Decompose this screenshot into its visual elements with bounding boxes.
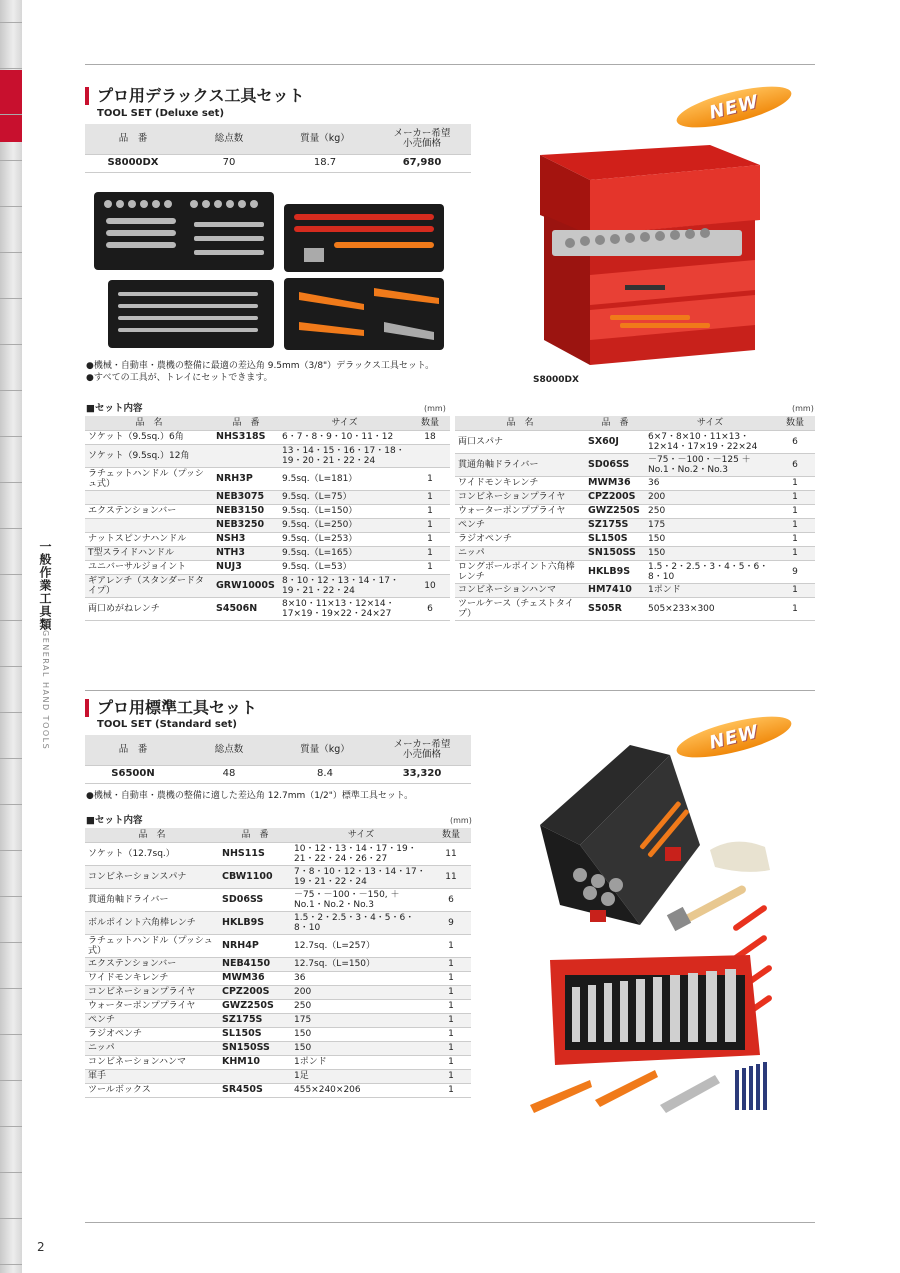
cell-qty: 1 (431, 1013, 471, 1027)
cell-code: SD06SS (585, 453, 645, 476)
side-tick (0, 528, 22, 529)
header-price: メーカー希望 小売価格 (373, 124, 471, 154)
cell-size: 150 (645, 532, 775, 546)
deluxe-count: 70 (181, 154, 277, 172)
cell-size: 9.5sq.（L=250） (279, 518, 410, 532)
cell-qty: 1 (775, 504, 815, 518)
cell-code: HM7410 (585, 583, 645, 597)
cell-size: 9.5sq.（L=150） (279, 504, 410, 518)
standard-price: 33,320 (373, 765, 471, 783)
cell-size: 9.5sq.（L=53） (279, 560, 410, 574)
side-tick (0, 482, 22, 483)
cell-name: 貫通角軸ドライバー (455, 453, 585, 476)
standard-list-title: ■セット内容 (86, 815, 143, 826)
table-row (85, 532, 450, 546)
cell-name: ボルポイント六角棒レンチ (85, 911, 219, 934)
cell-code: NRH3P (213, 467, 279, 490)
cell-size: 150 (291, 1027, 431, 1041)
cell-size: 200 (291, 985, 431, 999)
table-row (85, 971, 471, 985)
cell-size: －75・－100・－150, ＋No.1・No.2・No.3 (291, 888, 431, 911)
table-row (85, 1041, 471, 1055)
cell-qty: 6 (410, 597, 450, 620)
cell-code: NEB3150 (213, 504, 279, 518)
cell-name: ウォーターポンププライヤ (85, 999, 219, 1013)
table-row (455, 518, 815, 532)
cell-code: S4506N (213, 597, 279, 620)
table-row (85, 1083, 471, 1097)
side-tick (0, 712, 22, 713)
cell-name: エクステンションバー (85, 504, 213, 518)
standard-subtitle: TOOL SET (Standard set) (97, 719, 237, 730)
cell-code (219, 1069, 291, 1083)
cell-size: 10・12・13・14・17・19・21・22・24・26・27 (291, 842, 431, 865)
table-row (85, 985, 471, 999)
side-tick (0, 1126, 22, 1127)
cell-code: NEB3250 (213, 518, 279, 532)
cell-code: CPZ200S (585, 490, 645, 504)
cell-qty: 1 (431, 985, 471, 999)
deluxe-note-2: ●すべての工具が、トレイにセットできます。 (86, 373, 273, 383)
cell-name: ユニバーサルジョイント (85, 560, 213, 574)
cell-qty: 1 (431, 1083, 471, 1097)
cell-qty: 9 (431, 911, 471, 934)
cell-size: 250 (291, 999, 431, 1013)
col-name: 品 名 (455, 416, 585, 430)
table-row (455, 490, 815, 504)
cell-code: SR450S (219, 1083, 291, 1097)
table-row (85, 1027, 471, 1041)
cell-name: 軍手 (85, 1069, 219, 1083)
table-row (85, 597, 450, 620)
cell-qty: 9 (775, 560, 815, 583)
cell-qty: 11 (431, 842, 471, 865)
cell-name: ソケット（9.5sq.）12角 (85, 444, 213, 467)
cell-code: GWZ250S (219, 999, 291, 1013)
cell-qty (410, 444, 450, 467)
cell-code: GWZ250S (585, 504, 645, 518)
cell-size: 150 (291, 1041, 431, 1055)
cell-qty: 1 (410, 504, 450, 518)
side-tick (0, 1172, 22, 1173)
table-row (85, 888, 471, 911)
cell-size: 9.5sq.（L=165） (279, 546, 410, 560)
cell-name (85, 518, 213, 532)
cell-size: 12.7sq.（L=150） (291, 957, 431, 971)
cell-size: 1.5・2・2.5・3・4・5・6・8・10 (645, 560, 775, 583)
side-tick (0, 22, 22, 23)
cell-qty: 1 (775, 490, 815, 504)
cell-name: ウォーターポンププライヤ (455, 504, 585, 518)
cell-size: 1足 (291, 1069, 431, 1083)
table-row (455, 546, 815, 560)
table-row (455, 504, 815, 518)
table-row (85, 934, 471, 957)
standard-weight: 8.4 (277, 765, 373, 783)
cell-code: HKLB9S (585, 560, 645, 583)
header-count: 総点数 (181, 124, 277, 154)
cell-name: ソケット（12.7sq.） (85, 842, 219, 865)
standard-title: プロ用標準工具セット (85, 699, 257, 717)
deluxe-price: 67,980 (373, 154, 471, 172)
cell-code (213, 444, 279, 467)
cell-name: ラチェットハンドル（プッシュ式） (85, 467, 213, 490)
cell-name: ギアレンチ（スタンダードタイプ） (85, 574, 213, 597)
cell-size: 13・14・15・16・17・18・19・20・21・22・24 (279, 444, 410, 467)
header-weight: 質量（kg） (277, 735, 373, 765)
cell-qty: 1 (410, 518, 450, 532)
side-tick (0, 1264, 22, 1265)
table-row (455, 583, 815, 597)
side-tick (0, 1034, 22, 1035)
standard-new-badge: NEW (673, 708, 795, 766)
cell-code: CPZ200S (219, 985, 291, 999)
table-row (455, 532, 815, 546)
col-name: 品 名 (85, 416, 213, 430)
cell-size: 9.5sq.（L=181） (279, 467, 410, 490)
cell-name: ニッパ (455, 546, 585, 560)
side-tick (0, 252, 22, 253)
cell-name: ペンチ (85, 1013, 219, 1027)
cell-name: コンビネーションスパナ (85, 865, 219, 888)
table-row (85, 911, 471, 934)
side-tick (0, 68, 22, 69)
cell-qty: 1 (410, 546, 450, 560)
cell-code: HKLB9S (219, 911, 291, 934)
page-number: 2 (37, 1240, 45, 1254)
cell-size: 9.5sq.（L=253） (279, 532, 410, 546)
cell-qty: 18 (410, 430, 450, 444)
cell-qty: 1 (410, 532, 450, 546)
standard-summary-table (85, 735, 471, 784)
header-weight: 質量（kg） (277, 124, 373, 154)
cell-code: MWM36 (585, 476, 645, 490)
table-row (85, 518, 450, 532)
cell-name: コンビネーションハンマ (85, 1055, 219, 1069)
side-red-tab (0, 70, 22, 142)
cell-size: 455×240×206 (291, 1083, 431, 1097)
cell-code: SN150SS (219, 1041, 291, 1055)
cell-qty: 11 (431, 865, 471, 888)
cell-size: 150 (645, 546, 775, 560)
deluxe-unit-right: (mm) (792, 404, 814, 413)
bottom-rule (85, 1222, 815, 1223)
side-tick (0, 988, 22, 989)
standard-model: S6500N (85, 765, 181, 783)
cell-size: 7・8・10・12・13・14・17・19・21・22・24 (291, 865, 431, 888)
standard-count: 48 (181, 765, 277, 783)
cell-size: 36 (645, 476, 775, 490)
table-row (85, 467, 450, 490)
cell-name (85, 490, 213, 504)
side-tick (0, 298, 22, 299)
cell-code: SN150SS (585, 546, 645, 560)
cell-qty: 1 (431, 971, 471, 985)
side-tick (0, 114, 22, 115)
tool-trays-icon (94, 192, 450, 352)
table-row (85, 957, 471, 971)
middle-rule (85, 690, 815, 691)
deluxe-items-right (455, 416, 815, 621)
cell-qty: 1 (775, 597, 815, 620)
cell-size: 36 (291, 971, 431, 985)
cell-name: ワイドモンキレンチ (85, 971, 219, 985)
standard-items-table (85, 828, 471, 1098)
side-tick (0, 390, 22, 391)
cell-name: 両口めがねレンチ (85, 597, 213, 620)
cell-qty: 1 (775, 476, 815, 490)
table-row (455, 453, 815, 476)
deluxe-new-badge: NEW (673, 78, 795, 136)
cell-size: －75・－100・－125 ＋No.1・No.2・No.3 (645, 453, 775, 476)
cell-name: T型スライドハンドル (85, 546, 213, 560)
header-model: 品 番 (85, 124, 181, 154)
cell-code: NRH4P (219, 934, 291, 957)
table-row (85, 1013, 471, 1027)
side-tick (0, 896, 22, 897)
cell-qty: 1 (431, 1069, 471, 1083)
col-code: 品 番 (585, 416, 645, 430)
cell-code: CBW1100 (219, 865, 291, 888)
cell-qty: 1 (775, 546, 815, 560)
cell-size: 175 (645, 518, 775, 532)
cell-code: SL150S (219, 1027, 291, 1041)
cell-qty: 6 (431, 888, 471, 911)
cell-qty: 1 (431, 957, 471, 971)
cell-qty: 10 (410, 574, 450, 597)
header-price: メーカー希望 小売価格 (373, 735, 471, 765)
deluxe-model: S8000DX (85, 154, 181, 172)
cell-code: SD06SS (219, 888, 291, 911)
cell-name: ツールボックス (85, 1083, 219, 1097)
cell-qty: 1 (431, 934, 471, 957)
cell-name: ワイドモンキレンチ (455, 476, 585, 490)
cell-name: 両口スパナ (455, 430, 585, 453)
cell-name: ラジオペンチ (455, 532, 585, 546)
cell-code: SL150S (585, 532, 645, 546)
deluxe-note-1: ●機械・自動車・農機の整備に最適の差込角 9.5mm（3/8"）デラックス工具セット。 (86, 361, 435, 371)
cell-name: ラジオペンチ (85, 1027, 219, 1041)
cell-code: NTH3 (213, 546, 279, 560)
category-label-en: GENERAL HAND TOOLS (41, 630, 50, 751)
side-strip (0, 0, 22, 1273)
deluxe-photo-caption: S8000DX (533, 375, 579, 385)
side-tick (0, 344, 22, 345)
table-row (85, 865, 471, 888)
side-tick (0, 160, 22, 161)
cell-name: 貫通角軸ドライバー (85, 888, 219, 911)
cell-code: SZ175S (219, 1013, 291, 1027)
col-qty: 数量 (410, 416, 450, 430)
cell-qty: 1 (775, 532, 815, 546)
deluxe-summary-table (85, 124, 471, 173)
table-row (85, 1069, 471, 1083)
table-row (85, 490, 450, 504)
cell-name: エクステンションバー (85, 957, 219, 971)
cell-size: 6・7・8・9・10・11・12 (279, 430, 410, 444)
cell-size: 8×10・11×13・12×14・17×19・19×22・24×27 (279, 597, 410, 620)
cell-code: MWM36 (219, 971, 291, 985)
cell-code: NSH3 (213, 532, 279, 546)
cell-name: コンビネーションハンマ (455, 583, 585, 597)
col-code: 品 番 (213, 416, 279, 430)
cell-qty: 6 (775, 430, 815, 453)
cell-qty: 1 (431, 999, 471, 1013)
cell-name: ペンチ (455, 518, 585, 532)
table-row (85, 842, 471, 865)
cell-code: NHS11S (219, 842, 291, 865)
standard-note-1: ●機械・自動車・農機の整備に適した差込角 12.7mm（1/2"）標準工具セット。 (86, 791, 414, 801)
side-tick (0, 436, 22, 437)
table-row (85, 999, 471, 1013)
cell-code: NHS318S (213, 430, 279, 444)
cell-qty: 1 (431, 1041, 471, 1055)
header-count: 総点数 (181, 735, 277, 765)
col-size: サイズ (279, 416, 410, 430)
cell-name: ツールケース（チェストタイプ） (455, 597, 585, 620)
side-tick (0, 804, 22, 805)
cell-qty: 1 (410, 490, 450, 504)
cell-size: 505×233×300 (645, 597, 775, 620)
table-row (455, 560, 815, 583)
col-size: サイズ (291, 828, 431, 842)
cell-code: NEB3075 (213, 490, 279, 504)
standard-kit-icon (520, 735, 810, 1125)
cell-size: 1ポンド (291, 1055, 431, 1069)
cell-size: 250 (645, 504, 775, 518)
deluxe-weight: 18.7 (277, 154, 373, 172)
side-tick (0, 1080, 22, 1081)
cell-qty: 1 (775, 518, 815, 532)
cell-size: 8・10・12・13・14・17・19・21・22・24 (279, 574, 410, 597)
side-tick (0, 620, 22, 621)
side-tick (0, 666, 22, 667)
cell-name: コンビネーションプライヤ (85, 985, 219, 999)
cell-qty: 1 (431, 1027, 471, 1041)
table-row (85, 444, 450, 467)
side-tick (0, 1218, 22, 1219)
cell-name: ラチェットハンドル（プッシュ式） (85, 934, 219, 957)
red-toolbox-icon (530, 125, 770, 375)
cell-code: S505R (585, 597, 645, 620)
table-row (455, 476, 815, 490)
cell-code: SX60J (585, 430, 645, 453)
side-tick (0, 206, 22, 207)
table-row (85, 430, 450, 444)
cell-size: 9.5sq.（L=75） (279, 490, 410, 504)
cell-name: ニッパ (85, 1041, 219, 1055)
side-tick (0, 574, 22, 575)
table-row (85, 560, 450, 574)
side-tick (0, 850, 22, 851)
cell-size: 200 (645, 490, 775, 504)
cell-name: ロングボールポイント六角棒レンチ (455, 560, 585, 583)
cell-size: 175 (291, 1013, 431, 1027)
cell-code: KHM10 (219, 1055, 291, 1069)
cell-qty: 1 (410, 467, 450, 490)
cell-name: コンビネーションプライヤ (455, 490, 585, 504)
deluxe-subtitle: TOOL SET (Deluxe set) (97, 108, 225, 119)
side-tick (0, 942, 22, 943)
cell-size: 12.7sq.（L=257） (291, 934, 431, 957)
category-label-jp: 一般作業工具類 (38, 540, 52, 631)
cell-size: 1ポンド (645, 583, 775, 597)
table-row (85, 1055, 471, 1069)
col-qty: 数量 (775, 416, 815, 430)
cell-qty: 1 (431, 1055, 471, 1069)
deluxe-list-title: ■セット内容 (86, 403, 143, 414)
cell-name: ナットスピンナハンドル (85, 532, 213, 546)
cell-code: NEB4150 (219, 957, 291, 971)
cell-code: NUJ3 (213, 560, 279, 574)
cell-qty: 6 (775, 453, 815, 476)
standard-unit: (mm) (450, 816, 472, 825)
table-row (85, 504, 450, 518)
table-row (85, 546, 450, 560)
table-row (455, 597, 815, 620)
cell-code: SZ175S (585, 518, 645, 532)
deluxe-unit-left: (mm) (424, 404, 446, 413)
col-qty: 数量 (431, 828, 471, 842)
deluxe-items-left (85, 416, 450, 621)
cell-qty: 1 (410, 560, 450, 574)
cell-name: ソケット（9.5sq.）6角 (85, 430, 213, 444)
deluxe-title: プロ用デラックス工具セット (85, 87, 305, 105)
header-model: 品 番 (85, 735, 181, 765)
col-name: 品 名 (85, 828, 219, 842)
side-tick (0, 758, 22, 759)
top-rule (85, 64, 815, 65)
col-code: 品 番 (219, 828, 291, 842)
cell-size: 6×7・8×10・11×13・12×14・17×19・22×24 (645, 430, 775, 453)
cell-size: 1.5・2・2.5・3・4・5・6・8・10 (291, 911, 431, 934)
cell-code: GRW1000S (213, 574, 279, 597)
cell-qty: 1 (775, 583, 815, 597)
col-size: サイズ (645, 416, 775, 430)
table-row (455, 430, 815, 453)
table-row (85, 574, 450, 597)
